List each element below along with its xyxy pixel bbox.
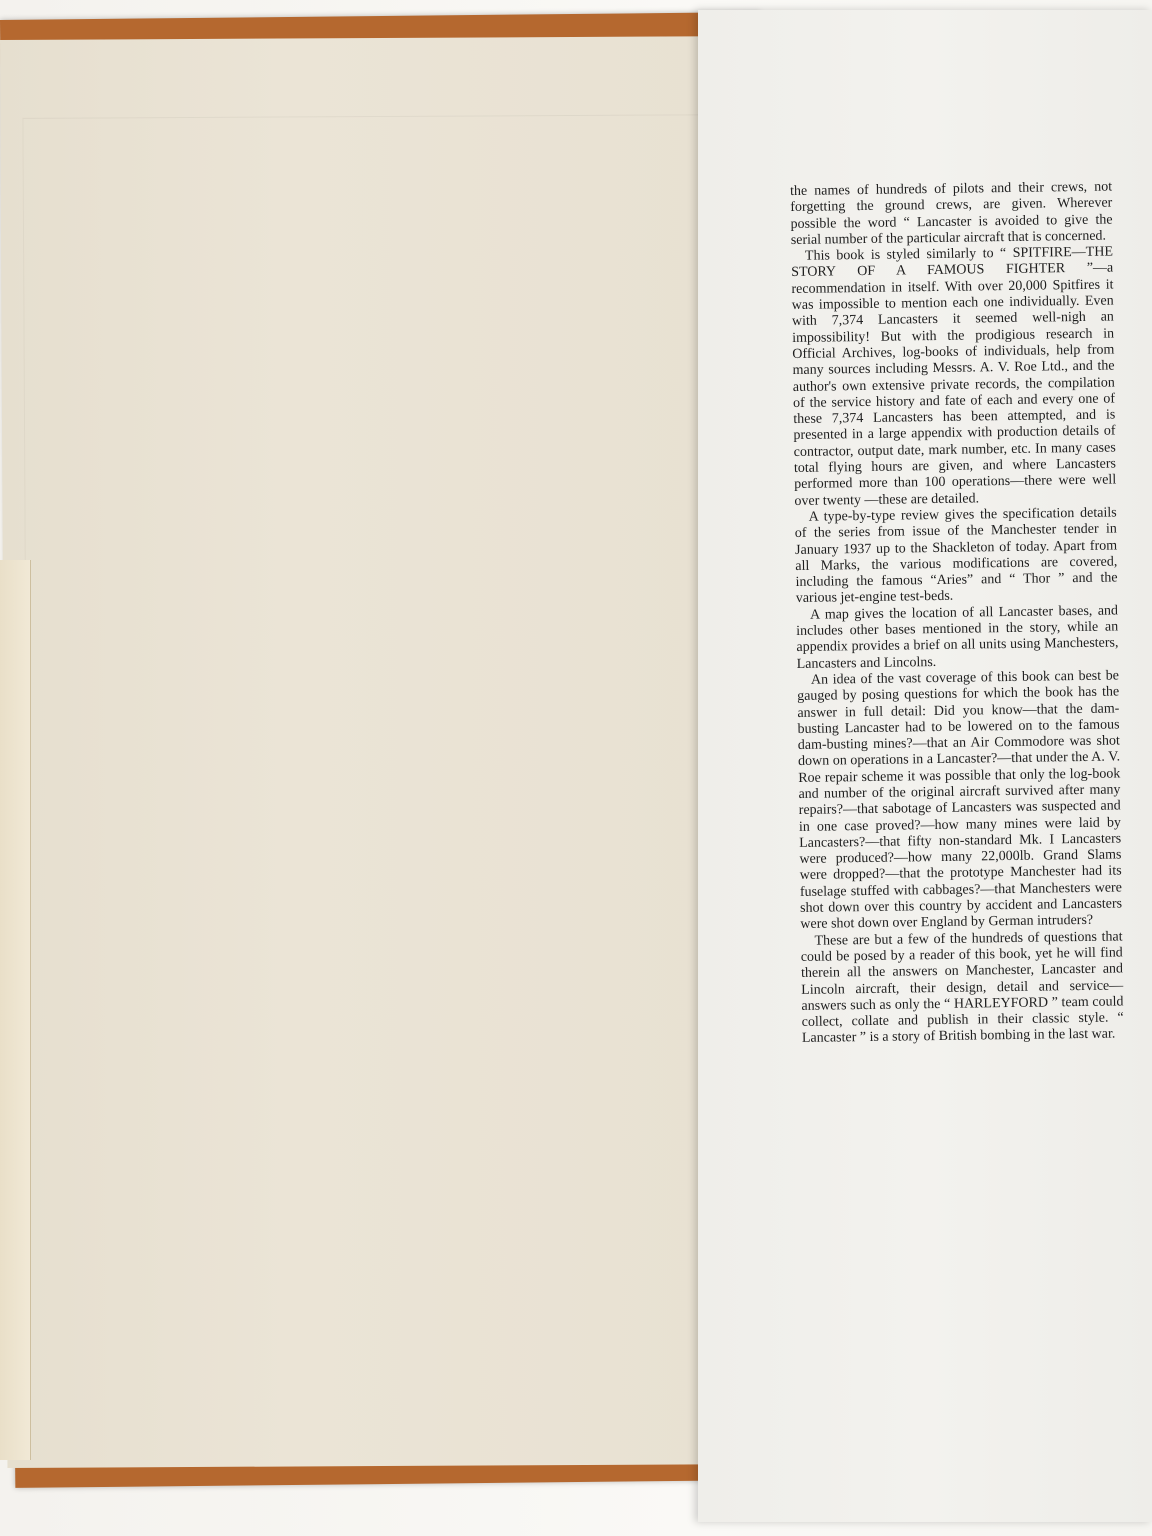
endpaper-margin	[22, 114, 706, 1439]
flap-paragraph: This book is styled similarly to “ SPITFIRE—THE STORY OF A FAMOUS FIGHTER ”—a recommendation in itself. With over 20,000 Spitfires it was impossible to mention each one individually. Even with 7,374 Lancasters it seemed well-nigh an impossibility! But with the prodigious research in Official Archives, log-books of individuals, help from many sources including Messrs. A. V. Roe Ltd., and the author's own extensive private records, the compilation of the service history and fate of each and every one of these 7,374 Lancasters has been attempted, and is presented in a large appendix with production details of contractor, output date, mark number, etc. In many cases total flying hours are given, and where Lancasters performed more than 100 operations—there were well over twenty —these are detailed.	[791, 244, 1117, 509]
flap-paragraph: A map gives the location of all Lancaster bases, and includes other bases mentioned in the story, while an appendix provides a brief on all units using Manchesters, Lancasters and Lincolns.	[796, 603, 1119, 672]
flap-paragraph: An idea of the vast coverage of this book can best be gauged by posing questions for which the book has the answer in full detail: Did you know—that the dam-busting Lancaster had to be lowered on to the famous dam-busting mines?—that an Air Commodore was shot down on operations in a Lancaster?—that under the A. V. Roe repair scheme it was possible that only the log-book and number of the original aircraft survived after many repairs?—that sabotage of Lancasters was suspected and in one case proved?—how many mines were laid by Lancasters?—that fifty non-standard Mk. I Lancasters were produced?—how many 22,000lb. Grand Slams were dropped?—that the prototype Manchester had its fuselage stuffed with cabbages?—that Manchesters were shot down over this country by accident and Lancasters were shot down over England by German intruders?	[797, 668, 1123, 933]
dust-jacket-flap	[698, 10, 1152, 1522]
spine-hinge	[0, 560, 31, 1460]
flap-paragraph: A type-by-type review gives the specification details of the series from issue of the Manchester tender in January 1937 up to the Shackleton of today. Apart from all Marks, the various modifications are covered, including the famous “Aries” and “ Thor ” and the various jet-engine test-beds.	[794, 505, 1118, 607]
flap-blurb	[790, 180, 1124, 1048]
endpaper	[0, 36, 728, 1468]
flap-paragraph: These are but a few of the hundreds of questions that could be posed by a reader of this book, yet he will find therein all the answers on Manchester, Lancaster and Lincoln aircraft, their design, detail and service—answers such as only the “ HARLEYFORD ” team could collect, collate and publish in their classic style. “ Lancaster ” is a story of British bombing in the last war.	[800, 929, 1124, 1047]
flap-paragraph: the names of hundreds of pilots and their crews, not forgetting the ground crews, are given. Wherever possible the word “ Lancaster is avoided to give the serial number of the particular aircraft that is concerned.	[790, 179, 1113, 248]
